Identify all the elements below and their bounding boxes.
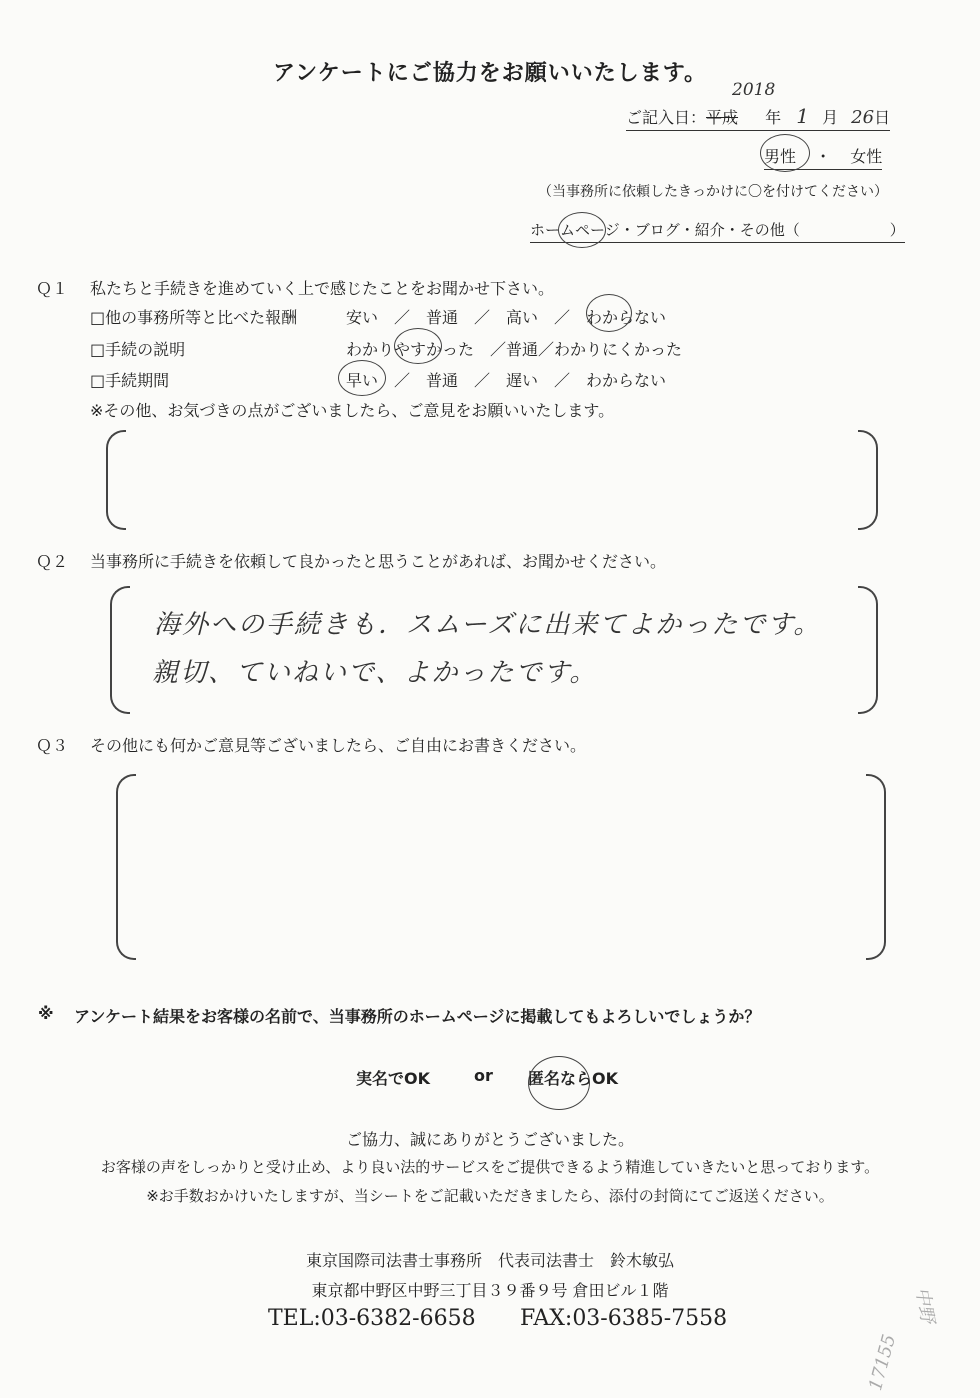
publish-real-name-option[interactable]: 実名でOK [356, 1069, 431, 1088]
office-tel: TEL:03-6382-6658 [268, 1306, 476, 1331]
fee-circle-mark [586, 294, 632, 332]
explanation-circle-mark [394, 328, 442, 364]
homepage-circle-mark [558, 212, 606, 248]
trigger-options[interactable]: ホームページ・ブログ・紹介・その他（ ） [530, 219, 905, 243]
q3-box-right-bracket [866, 774, 886, 960]
page-title: アンケートにご協力をお願いいたします。 [273, 61, 707, 86]
q2-question: 当事務所に手続きを依頼して良かったと思うことがあれば、お聞かせください。 [90, 552, 667, 571]
date-label: ご記入日： [626, 108, 707, 127]
thanks-line3: ※お手数おかけいたしますが、当シートをご記載いただきましたら、添付の封筒にてご返送ください。 [146, 1187, 834, 1205]
q1-explanation-options[interactable]: わかりやすかった ／普通／わかりにくかった [346, 340, 683, 359]
date-month: 1 [796, 104, 809, 128]
date-era: 平成 [706, 108, 739, 127]
publish-mark: ※ [38, 1004, 54, 1023]
margin-note-right: 中野 [911, 1285, 938, 1325]
office-address: 東京都中野区中野三丁目３９番９号 倉田ビル１階 [311, 1281, 669, 1300]
gender-female[interactable]: 女性 [850, 147, 883, 166]
thanks-line2: お客様の声をしっかりと受け止め、より良い法的サービスをご提供できるよう精進していきたいと思っております。 [100, 1158, 880, 1176]
q1-fee-label: □他の事務所等と比べた報酬 [90, 308, 298, 327]
q3-question: その他にも何かご意見等ございましたら、ご自由にお書きください。 [90, 736, 587, 755]
date-day: 26 [851, 107, 875, 128]
year-handwritten: 2018 [732, 80, 776, 100]
date-day-label: 日 [874, 108, 891, 127]
q3-comment-area[interactable] [136, 776, 864, 954]
publish-or: or [474, 1066, 493, 1085]
q1-question: 私たちと手続きを進めていく上で感じたことをお聞かせ下さい。 [90, 279, 555, 298]
q3-label: Ｑ３ [36, 736, 69, 755]
office-fax: FAX:03-6385-7558 [520, 1306, 728, 1331]
anonymous-circle-mark [528, 1056, 590, 1110]
period-circle-mark [338, 360, 386, 396]
q1-label: Ｑ１ [36, 279, 69, 298]
q2-label: Ｑ２ [36, 552, 69, 571]
q2-answer-line2: 親切、ていねいで、よかったです。 [152, 658, 598, 688]
date-year-label: 年 [765, 108, 782, 127]
q1-fee-options[interactable]: 安い ／ 普通 ／ 高い ／ わからない [346, 308, 667, 327]
margin-note-bottom: 17155 [865, 1332, 901, 1393]
q2-answer-area[interactable] [130, 588, 856, 708]
publish-question: アンケート結果をお客様の名前で、当事務所のホームページに掲載してもよろしいでしょうか？ [74, 1007, 761, 1026]
q2-box-left-bracket [110, 586, 130, 714]
q1-period-options[interactable]: 早い ／ 普通 ／ 遅い ／ わからない [346, 371, 667, 390]
gender-separator: ・ [815, 147, 832, 166]
male-circle-mark [760, 134, 810, 172]
q1-comment-area[interactable] [126, 432, 856, 526]
publish-anonymous-option[interactable]: 匿名ならOK [528, 1069, 619, 1088]
gender-male[interactable]: 男性 [764, 147, 797, 166]
q1-box-right-bracket [858, 430, 878, 530]
q2-box-right-bracket [858, 586, 878, 714]
office-name: 東京国際司法書士事務所 代表司法書士 鈴木敏弘 [305, 1251, 674, 1270]
date-line [626, 104, 890, 131]
q1-explanation-label: □手続の説明 [90, 340, 186, 359]
q1-box-left-bracket [106, 430, 126, 530]
trigger-prompt: （当事務所に依頼したきっかけに〇を付けてください） [538, 184, 888, 200]
q3-box-left-bracket [116, 774, 136, 960]
q1-note: ※その他、お気づきの点がございましたら、ご意見をお願いいたします。 [90, 401, 615, 420]
thanks-line1: ご協力、誠にありがとうございました。 [345, 1130, 634, 1149]
q2-answer-line1: 海外への手続きも．スムーズに出来てよかったです。 [154, 610, 822, 640]
q1-period-label: □手続期間 [90, 371, 170, 390]
date-month-label: 月 [822, 108, 839, 127]
